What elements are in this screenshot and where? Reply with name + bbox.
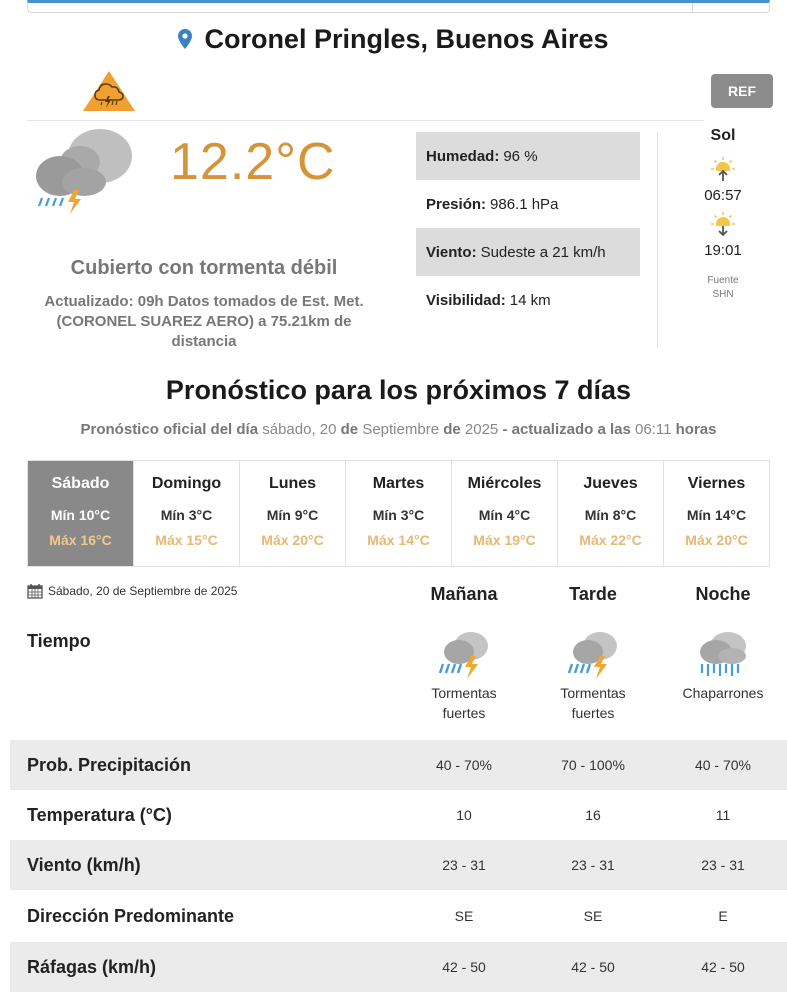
detail-date-text: Sábado, 20 de Septiembre de 2025 [48,584,238,598]
day-max: Máx 19°C [473,532,536,548]
current-stats [416,132,640,324]
day-min: Mín 3°C [372,507,425,523]
day-name: Domingo [151,475,222,492]
day-name: Viernes [687,475,746,492]
weather-text [399,683,529,723]
row-value: SE [454,908,474,924]
current-temperature: 12.2°C [170,133,336,191]
day-tab-martes[interactable] [346,461,452,566]
stat-value: 986.1 hPa [490,195,559,213]
sub-text: - actualizado a las [502,421,631,438]
sunset-icon [708,210,738,238]
row-value: 10 [456,807,472,823]
row-label: Ráfagas (km/h) [27,956,157,977]
row-value: 42 - 50 [701,959,745,975]
day-min: Mín 14°C [686,507,747,523]
weather-manana [399,628,529,723]
day-name: Sábado [51,475,110,492]
row-value: 11 [715,807,731,823]
row-value: 42 - 50 [442,959,486,975]
day-max: Máx 20°C [685,532,748,548]
source-line2: SHN [712,289,734,300]
alert-divider [27,120,704,121]
source-line1: Fuente [707,275,739,286]
weather-line2: fuertes [442,705,486,721]
source-note [688,274,758,302]
forecast-subtitle [0,421,787,438]
day-name: Miércoles [467,475,542,492]
sub-text: de [443,421,461,438]
row-gusts [10,942,787,992]
location-header [0,24,787,55]
weather-noche [658,628,787,703]
day-max: Máx 20°C [261,532,324,548]
weather-tarde [528,628,658,723]
row-label: Prob. Precipitación [27,754,192,775]
day-max: Máx 15°C [155,532,218,548]
calendar-icon [27,583,43,599]
forecast-title: Pronóstico para los próximos 7 días [165,375,632,405]
weather-line1: Chaparrones [682,685,764,701]
period-noche: Noche [695,584,751,604]
thunderstorm-icon [566,628,620,680]
storm-alert-icon[interactable] [82,70,136,112]
top-bar-divider [692,3,693,13]
day-min: Mín 10°C [50,507,111,523]
day-max: Máx 14°C [367,532,430,548]
weather-text [658,683,787,703]
row-label: Viento (km/h) [27,854,141,875]
stat-value: Sudeste a 21 km/h [480,243,606,261]
top-bar [27,0,770,13]
row-label: Dirección Predominante [27,905,235,926]
showers-icon [696,628,750,680]
day-name: Lunes [268,475,317,492]
stat-label: Humedad: [426,147,500,165]
row-value: E [718,908,728,924]
row-value: 23 - 31 [701,857,745,873]
day-tab-miercoles[interactable] [452,461,558,566]
stat-pressure [416,180,640,228]
location-pin-icon [178,29,192,49]
row-temperature [10,790,787,840]
stat-value: 96 % [503,147,538,165]
sub-text: Pronóstico oficial del día [80,421,259,438]
day-tab-jueves[interactable] [558,461,664,566]
day-tab-sabado[interactable] [28,461,134,566]
day-min: Mín 8°C [584,507,637,523]
weather-text [528,683,658,723]
day-tab-lunes[interactable] [240,461,346,566]
row-wind-direction [10,891,787,941]
row-value: 23 - 31 [442,857,486,873]
row-value: 16 [585,807,601,823]
weather-line2: fuertes [571,705,615,721]
row-precipitation [10,740,787,790]
row-wind [10,840,787,890]
ref-button[interactable]: REF [711,74,773,108]
row-label: Temperatura (°C) [27,804,172,825]
period-tarde: Tarde [569,584,617,604]
period-manana: Mañana [430,584,498,604]
sunrise-time: 06:57 [704,187,742,204]
day-max: Máx 16°C [49,532,112,548]
weather-line1: Tormentas [431,685,497,701]
detail-date [27,583,237,599]
sub-year: 2025 [464,421,499,438]
row-value: 23 - 31 [571,857,615,873]
day-max: Máx 22°C [579,532,642,548]
stat-value: 14 km [509,291,551,309]
thunderstorm-icon [437,628,491,680]
stat-label: Visibilidad: [426,291,506,309]
row-value: SE [583,908,603,924]
stats-divider [657,132,658,348]
day-min: Mín 9°C [266,507,319,523]
storm-cloud-icon [32,124,134,214]
day-name: Jueves [583,475,638,492]
location-name: Coronel Pringles, Buenos Aires [204,24,609,54]
day-min: Mín 4°C [478,507,531,523]
row-value: 70 - 100% [561,757,625,773]
sun-title: Sol [710,127,736,144]
sub-month: Septiembre [362,421,440,438]
stat-label: Viento: [426,243,477,261]
day-min: Mín 3°C [160,507,213,523]
sub-text: horas [675,421,717,438]
sun-panel [688,127,758,302]
sunrise-icon [708,155,738,183]
stat-humidity [416,132,640,180]
stat-label: Presión: [426,195,487,213]
current-description: Cubierto con tormenta débil [70,257,338,279]
weather-line1: Tormentas [560,685,626,701]
day-name: Martes [372,475,425,492]
tiempo-label: Tiempo [27,631,91,651]
sub-text: de [340,421,359,438]
row-value: 42 - 50 [571,959,615,975]
current-updated-note: Actualizado: 09h Datos tomados de Est. Met. (CORONEL SUAREZ AERO) a 75.21km de distancia [44,293,364,350]
day-tabs [27,460,770,567]
row-value: 40 - 70% [435,757,493,773]
sub-date: sábado, 20 [262,421,337,438]
day-tab-domingo[interactable] [134,461,240,566]
row-value: 40 - 70% [694,757,752,773]
sub-time: 06:11 [635,421,672,438]
day-tab-viernes[interactable] [664,461,769,566]
sunset-time: 19:01 [704,242,742,259]
stat-visibility [416,276,640,324]
stat-wind [416,228,640,276]
